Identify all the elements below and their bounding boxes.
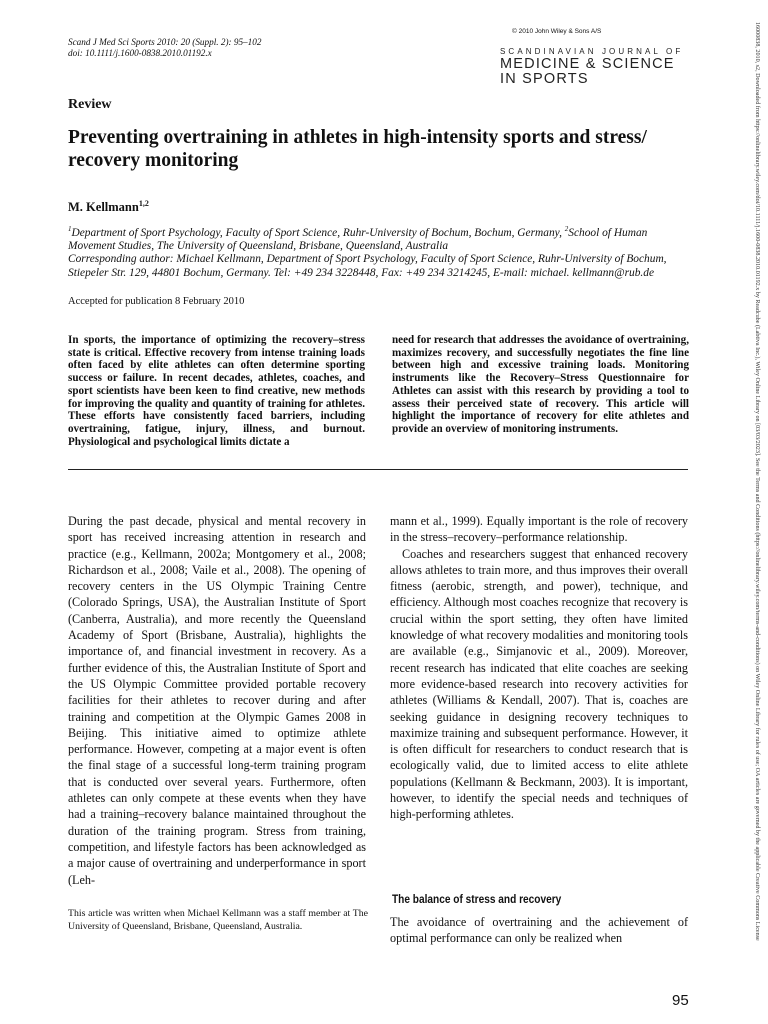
body-paragraph: mann et al., 1999). Equally important is the role of recovery in the stress–recovery–performance relationship. <box>390 514 688 545</box>
journal-logo <box>500 48 683 86</box>
affiliation-mark-2: 2 <box>564 225 569 233</box>
abstract-left-column: In sports, the importance of optimizing the recovery–stress state is critical. Effective recovery from intense training loads often faced by elite athletes can often determine sporting success or failure. In recent decades, athletes, coaches, and sport scientists have been keen to find creative, new methods for improving the quality and quantity of training for athletes. These efforts have consistently faced barriers, including overtraining, fatigue, injury, illness, and burnout. Physiological and psychological limits dictate a <box>68 334 365 448</box>
citation-line-1: Scand J Med Sci Sports 2010: 20 (Suppl. 2): 95–102 <box>68 37 262 47</box>
affiliation-mark-1: 1 <box>68 225 72 233</box>
article-title: Preventing overtraining in athletes in high-intensity sports and stress/ recovery monitoring <box>68 127 647 171</box>
article-type: Review <box>68 97 112 112</box>
section-divider <box>68 469 688 470</box>
affiliation-text <box>68 223 693 253</box>
citation-doi: doi: 10.1111/j.1600-0838.2010.01192.x <box>68 48 212 58</box>
journal-name-line-1: SCANDINAVIAN JOURNAL OF <box>500 47 684 56</box>
body-paragraph: Coaches and researchers suggest that enhanced recovery allows athletes to train more, and thus improves their overall fitness (aerobic, strength, and power), technique, and efficiency. Although most coaches recognize that recovery is crucial within the sport setting, they often have limited knowledge of what recovery modalities and monitoring tools are available (e.g., Simjanovic et al., 2009). Moreover, recent research has indicated that elite coaches are seeking more evidence-based research into recovery activities for athletes (Williams & Kendall, 2007). That is, coaches are seeking guidance in designing recovery techniques to maximize training and subsequent performance. However, it is often difficult for researchers to conduct research that is ecologically valid, due to limited access to elite athlete populations (Kellmann & Beckmann, 2003). It is important, however, to identify the special needs and techniques of high-performing athletes. <box>390 546 688 822</box>
author-name: M. Kellmann <box>68 200 139 215</box>
body-right-column <box>390 513 688 823</box>
journal-name-line-2: MEDICINE & SCIENCE <box>500 56 675 72</box>
affiliations <box>68 223 693 280</box>
author-line <box>68 199 149 215</box>
download-notice-sidebar <box>752 22 764 1017</box>
footnote: This article was written when Michael Kellmann was a staff member at The University of Queensland, Brisbane, Queensland, Australia. <box>68 908 368 932</box>
accepted-date: Accepted for publication 8 February 2010 <box>68 296 245 307</box>
section-heading: The balance of stress and recovery <box>392 894 562 906</box>
page-number: 95 <box>672 992 689 1009</box>
journal-citation <box>68 37 261 59</box>
body-left-column <box>68 513 366 888</box>
affiliation-2: School of Human Movement Studies, The University of Queensland, Brisbane, Queensland, Australia <box>68 226 648 253</box>
download-notice-text: 16000838, 2010, s2, Downloaded from https://onlinelibrary.wiley.com/doi/10.1111/j.1600-0838.2010.01192.x by Readcube (Labtiva Inc.), Wiley Online Library on [03/03/2023]. See the Terms and Conditions (https://onlinelibrary.wiley.com/terms-and-conditions) on Wiley Online Library for rules of use; OA articles are governed by the applicable Creative Commons License <box>754 22 760 941</box>
author-affiliation-marks: 1,2 <box>138 199 149 208</box>
journal-name-line-3: IN SPORTS <box>500 70 589 87</box>
affiliation-1: Department of Sport Psychology, Faculty of Sport Science, Ruhr-University of Bochum, Bochum, Germany, <box>71 226 565 239</box>
body-right-column-continued <box>390 914 688 947</box>
body-paragraph: During the past decade, physical and mental recovery in sport has received increasing attention in research and practice (e.g., Kellmann, 2002a; Montgomery et al., 2008; Richardson et al., 2008; Vaile et al., 2008). The opening of recovery centers in the US Olympic Training Centre (Colorado Springs, USA), the Australian Institute of Sport (Canberra, Australia), and more recently the Queensland Academy of Sport (Brisbane, Australia), highlights the importance of, and financial investment in recovery. As a further evidence of this, the Australian Institute of Sport and the US Olympic Committee provided portable recovery facilities for their athletes to recover during and after training and competition at the Olympic Games 2008 in Beijing. This initiative aimed to optimize athlete performance. However, competing at a major event is often the final stage of a successful long-term training program that is conducted over several years. Furthermore, often athletes can only compete at these events when they have had a training–recovery balance maintained throughout the duration of the training program. Stress from training, competition, and lifestyle factors has been acknowledged as a major cause of overtraining and underperformance in sport (Leh- <box>68 514 366 887</box>
corresponding-author: Corresponding author: Michael Kellmann, Department of Sport Psychology, Faculty of Sport Science, Ruhr-University of Bochum, Stiepeler Str. 129, 44801 Bochum, Germany. Tel: +49 234 3228448, Fax: +49 234 3214245, E-mail: michael. kellmann@rub.de <box>68 253 667 279</box>
abstract-right-column: need for research that addresses the avoidance of overtraining, maximizes recovery, and successfully negotiates the fine line between high and excessive training loads. Monitoring instruments like the Recovery–Stress Questionnaire for Athletes can assist with this research by providing a tool to assess their perceived state of recovery. This article will highlight the importance of recovery for elite athletes and provide an overview of monitoring instruments. <box>392 334 689 435</box>
copyright-notice: © 2010 John Wiley & Sons A/S <box>512 28 602 35</box>
body-paragraph: The avoidance of overtraining and the achievement of optimal performance can only be realized when <box>390 915 688 946</box>
